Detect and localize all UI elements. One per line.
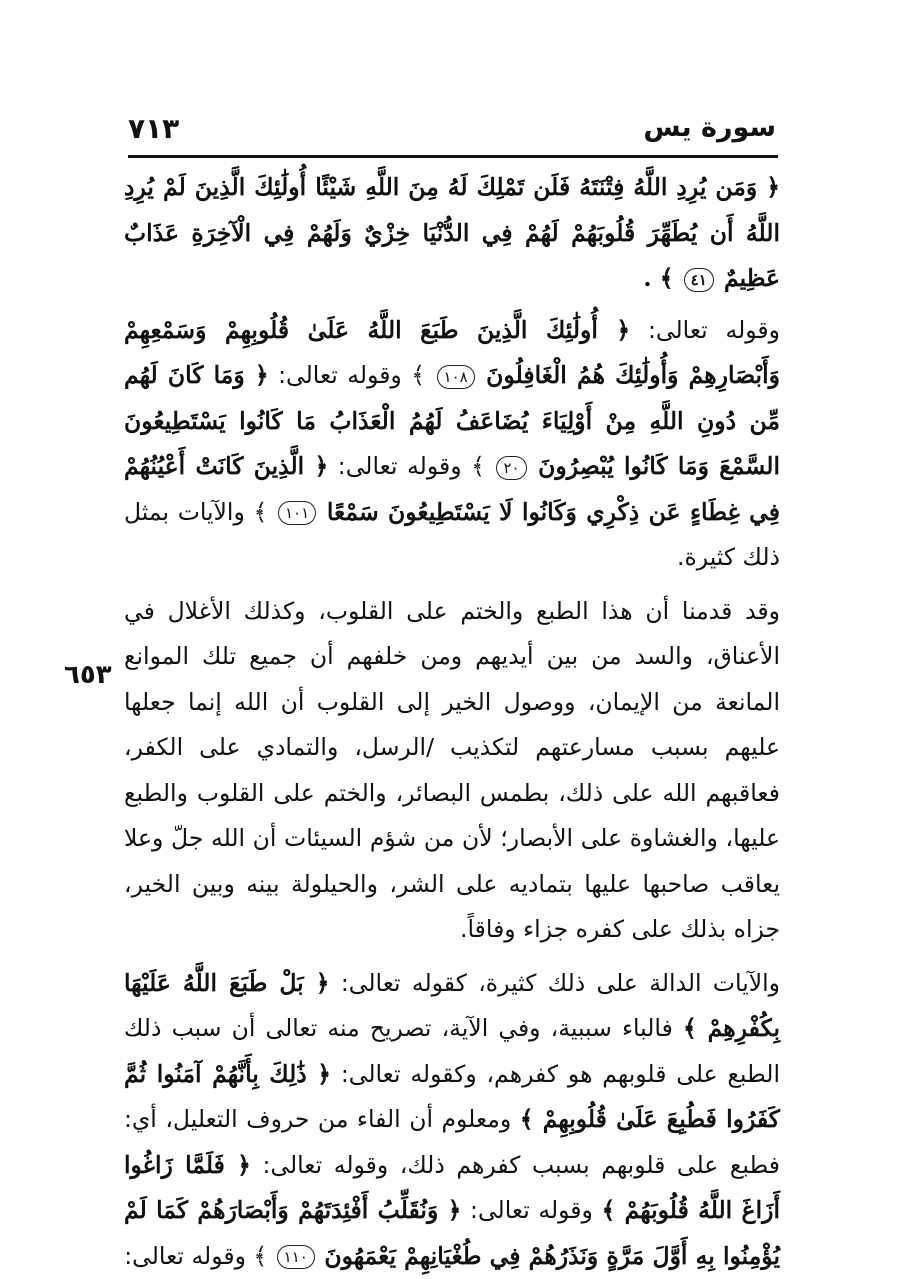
aya-number-marker: ١٠١ — [278, 501, 316, 525]
commentary-text: ﴾ وقوله تعالى: — [328, 452, 485, 480]
aya-number-marker: ١٠٨ — [437, 365, 475, 389]
commentary-text: فالباء سببية، وفي الآية، تصريح منه تعالى أن سبب ذلك الطبع على قلوبهم هو كفرهم، وكقوله تعالى: — [124, 1014, 780, 1088]
commentary-text: والآيات الدالة على ذلك كثيرة، كقوله تعالى: — [330, 969, 780, 997]
surah-title: سورة يس — [643, 112, 776, 143]
aya-number-marker: ٤١ — [684, 268, 714, 292]
aya-number-marker: ١١٠ — [277, 1245, 315, 1269]
commentary-text: ﴾ وقوله تعالى: — [124, 1242, 267, 1270]
quran-verse-text: ﴿ وَنُقَلِّبُ أَفْئِدَتَهُمْ وَأَبْصَارَهُمْ كَمَا لَمْ يُؤْمِنُوا بِهِ أَوَّلَ مَرَّةٍ وَنَذَرُهُمْ فِي طُغْيَانِهِمْ يَعْمَهُونَ — [124, 1196, 780, 1270]
quran-verse-text: ﴿ فَلَمَّا زَاغُوا أَزَاغَ اللَّهُ قُلُوبَهُمْ ﴾ — [124, 1151, 780, 1225]
ornate-bracket-close: ﴾ . — [643, 264, 673, 292]
ornate-bracket-open: ﴿ — [766, 173, 780, 201]
commentary-paragraph-4 — [124, 961, 780, 1279]
header-divider — [128, 155, 778, 158]
quran-verse-text: وَمَن يُرِدِ اللَّهُ فِتْنَتَهُ فَلَن تَمْلِكَ لَهُ مِنَ اللَّهِ شَيْئًا أُولَٰئِكَ الَّذِينَ لَمْ يُرِدِ اللَّهُ أَن يُطَهِّرَ قُلُوبَهُمْ لَهُمْ فِي الدُّنْيَا خِزْيٌ وَلَهُمْ فِي الْآخِرَةِ عَذَابٌ عَظِيمٌ — [124, 173, 780, 292]
commentary-paragraph-3: وقد قدمنا أن هذا الطبع والختم على القلوب، وكذلك الأغلال في الأعناق، والسد من بين أيديهم ومن خلفهم أن جميع تلك الموانع المانعة من الإيمان، ووصول الخير إلى القلوب أن الله إنما جعلها عليهم بسبب مسارعتهم لتكذيب /الرسل، والتمادي على الكفر، فعاقبهم الله على ذلك، بطمس البصائر، والختم على القلوب والطبع عليها، والغشاوة على الأبصار؛ لأن من شؤم السيئات أن الله جلّ وعلا يعاقب صاحبها عليها بتماديه على الشر، والحيلولة بينه وبين الخير، جزاه بذلك على كفره جزاء وفاقاً. — [124, 589, 780, 953]
commentary-text: ﴾ والآيات بمثل ذلك كثيرة. — [124, 498, 780, 572]
aya-number-marker: ٢٠ — [496, 456, 526, 480]
commentary-text: ومعلوم أن الفاء من حروف التعليل، أي: فطبع على قلوبهم بسبب كفرهم ذلك، وقوله تعالى: — [124, 1105, 780, 1179]
margin-page-reference: ٦٥٣ — [64, 660, 112, 690]
page-number: ٧١٣ — [128, 112, 179, 145]
quran-verse-text: ﴿ أُولَٰئِكَ الَّذِينَ طَبَعَ اللَّهُ عَلَىٰ قُلُوبِهِمْ وَسَمْعِهِمْ وَأَبْصَارِهِمْ وَأُولَٰئِكَ هُمُ الْغَافِلُونَ — [124, 316, 780, 390]
commentary-text: وقوله تعالى: — [630, 316, 780, 344]
page-header — [128, 112, 776, 154]
page-body — [124, 165, 780, 1279]
quran-verse-text: ﴿ ذَٰلِكَ بِأَنَّهُمْ آمَنُوا ثُمَّ كَفَرُوا فَطُبِعَ عَلَىٰ قُلُوبِهِمْ ﴾ — [124, 1060, 780, 1134]
commentary-text: وقوله تعالى: — [461, 1196, 592, 1224]
quran-verse-text: ﴿ وَمَا كَانَ لَهُم مِّن دُونِ اللَّهِ مِنْ أَوْلِيَاءَ يُضَاعَفُ لَهُمُ الْعَذَابُ مَا كَانُوا يَسْتَطِيعُونَ السَّمْعَ وَمَا كَانُوا يُبْصِرُونَ — [124, 361, 780, 480]
verse-paragraph-1 — [124, 165, 780, 302]
commentary-paragraph-2 — [124, 308, 780, 581]
commentary-text: ﴾ وقوله تعالى: — [269, 361, 425, 389]
quran-verse-text: ﴿ الَّذِينَ كَانَتْ أَعْيُنُهُمْ فِي غِطَاءٍ عَن ذِكْرِي وَكَانُوا لَا يَسْتَطِيعُونَ سَمْعًا — [124, 452, 780, 526]
quran-verse-text: ﴿ بَلْ طَبَعَ اللَّهُ عَلَيْهَا بِكُفْرِهِمْ ﴾ — [124, 969, 780, 1043]
